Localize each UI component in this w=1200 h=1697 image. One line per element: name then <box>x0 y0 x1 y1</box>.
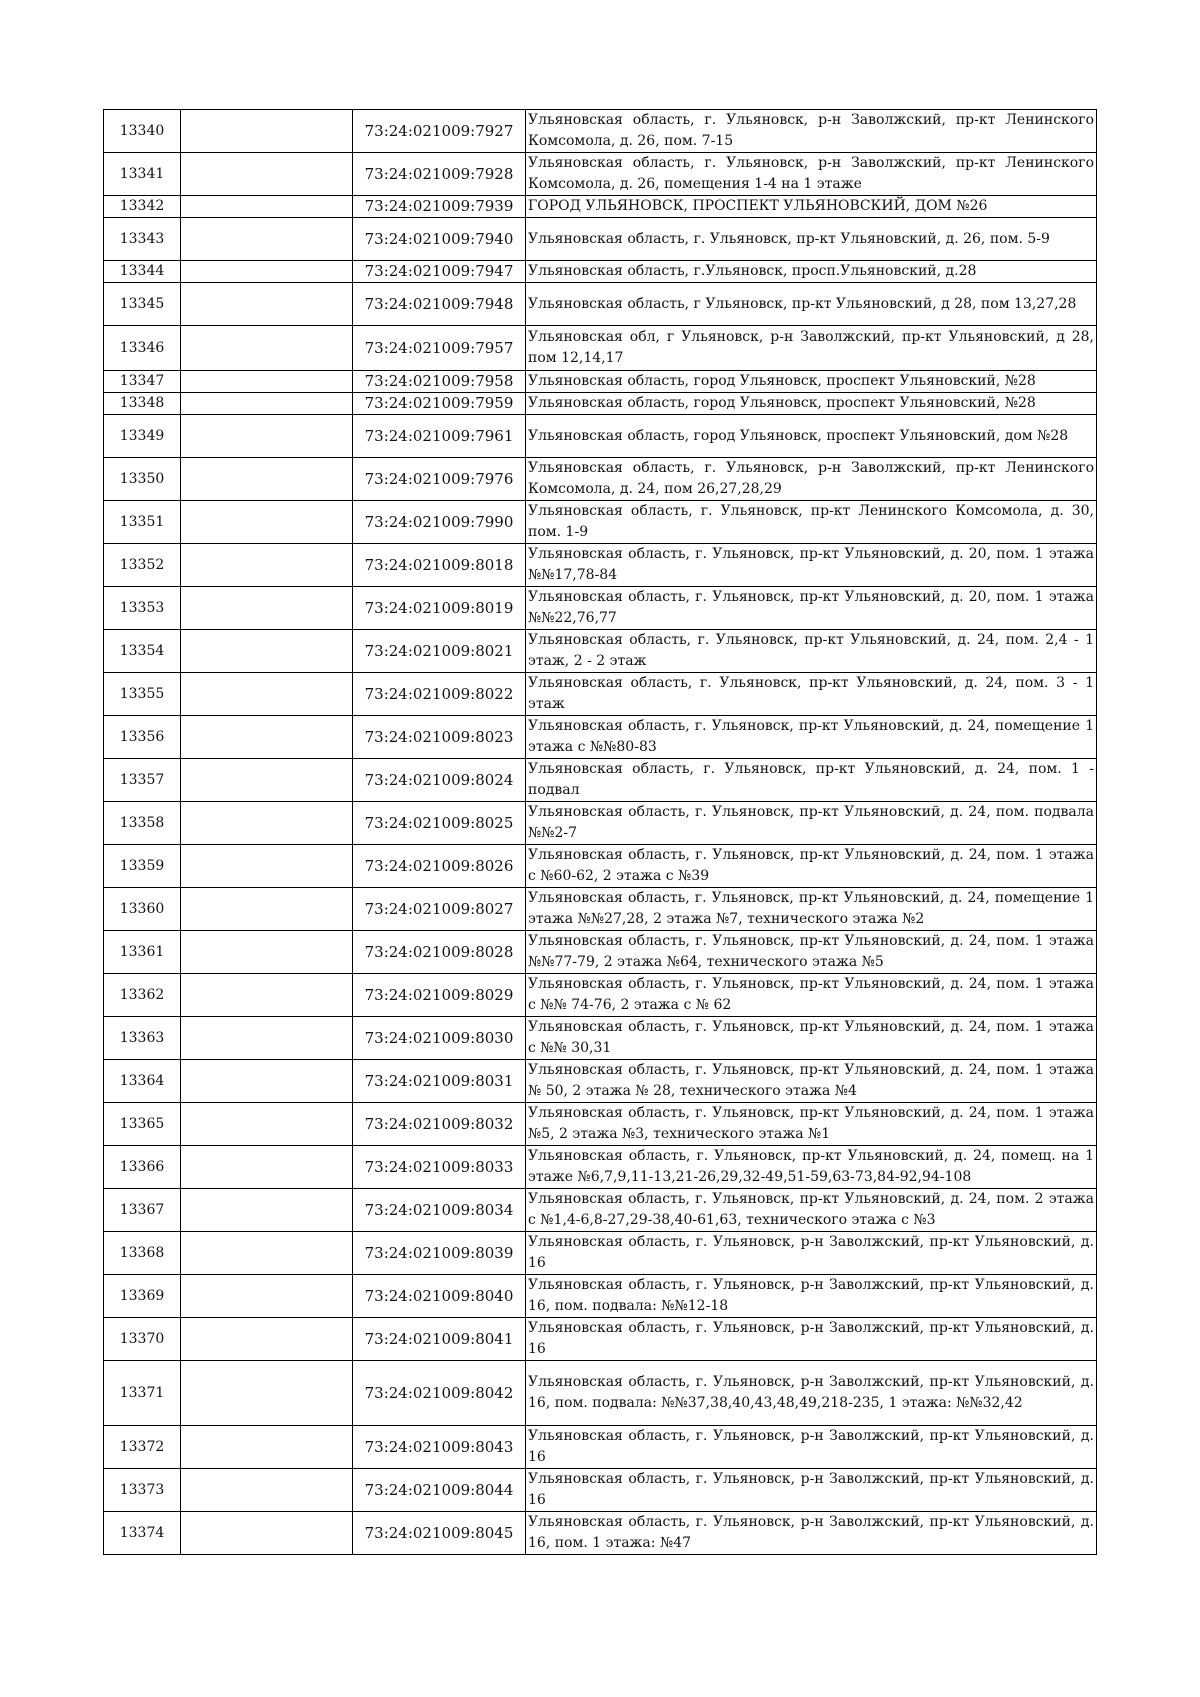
cadastral-number: 73:24:021009:8021 <box>353 630 526 673</box>
address-cell: Ульяновская область, г.Ульяновск, просп.Ульяновский, д.28 <box>526 261 1097 283</box>
cadastral-number: 73:24:021009:8023 <box>353 716 526 759</box>
row-number: 13363 <box>104 1017 181 1060</box>
row-number: 13357 <box>104 759 181 802</box>
cadastral-number: 73:24:021009:8039 <box>353 1232 526 1275</box>
cadastral-number: 73:24:021009:8044 <box>353 1469 526 1512</box>
table-row <box>104 393 1097 415</box>
row-number: 13354 <box>104 630 181 673</box>
cadastral-number: 73:24:021009:7961 <box>353 415 526 458</box>
cadastral-number: 73:24:021009:7927 <box>353 110 526 153</box>
empty-cell <box>181 393 353 415</box>
table-row <box>104 283 1097 326</box>
address-cell: Ульяновская область, г. Ульяновск, пр-кт Ульяновский, д. 24, помещение 1 этажа с №№80-83 <box>526 716 1097 759</box>
address-cell: Ульяновская область, г. Ульяновск, пр-кт Ульяновский, д. 20, пом. 1 этажа №№17,78-84 <box>526 544 1097 587</box>
cadastral-number: 73:24:021009:8019 <box>353 587 526 630</box>
address-cell: Ульяновская область, г. Ульяновск, пр-кт Ульяновский, д. 24, пом. подвала №№2-7 <box>526 802 1097 845</box>
table-row <box>104 371 1097 393</box>
row-number: 13355 <box>104 673 181 716</box>
row-number: 13365 <box>104 1103 181 1146</box>
table-row <box>104 1426 1097 1469</box>
cadastral-number: 73:24:021009:8040 <box>353 1275 526 1318</box>
empty-cell <box>181 974 353 1017</box>
table-row <box>104 1469 1097 1512</box>
empty-cell <box>181 1060 353 1103</box>
row-number: 13361 <box>104 931 181 974</box>
table-row <box>104 1512 1097 1555</box>
empty-cell <box>181 196 353 218</box>
table-row <box>104 1318 1097 1361</box>
table-row <box>104 1361 1097 1426</box>
row-number: 13342 <box>104 196 181 218</box>
address-cell: Ульяновская область, г. Ульяновск, пр-кт Ульяновский, д. 24, пом. 1 этажа №5, 2 этажа №3, технического этажа №1 <box>526 1103 1097 1146</box>
empty-cell <box>181 1318 353 1361</box>
row-number: 13351 <box>104 501 181 544</box>
row-number: 13352 <box>104 544 181 587</box>
empty-cell <box>181 716 353 759</box>
empty-cell <box>181 587 353 630</box>
cadastral-number: 73:24:021009:8031 <box>353 1060 526 1103</box>
empty-cell <box>181 1017 353 1060</box>
address-cell: Ульяновская область, г. Ульяновск, пр-кт Ульяновский, д. 24, пом. 1 этажа с №60-62, 2 этажа с №39 <box>526 845 1097 888</box>
empty-cell <box>181 110 353 153</box>
cadastral-number: 73:24:021009:8026 <box>353 845 526 888</box>
address-cell: Ульяновская область, г. Ульяновск, р-н Заволжский, пр-кт Ульяновский, д. 16 <box>526 1426 1097 1469</box>
table-row <box>104 1146 1097 1189</box>
table-row <box>104 196 1097 218</box>
cadastral-number: 73:24:021009:8045 <box>353 1512 526 1555</box>
row-number: 13345 <box>104 283 181 326</box>
table-row <box>104 630 1097 673</box>
cadastral-number: 73:24:021009:8025 <box>353 802 526 845</box>
empty-cell <box>181 153 353 196</box>
table-row <box>104 153 1097 196</box>
empty-cell <box>181 888 353 931</box>
row-number: 13344 <box>104 261 181 283</box>
table-row <box>104 458 1097 501</box>
address-cell: Ульяновская область, г. Ульяновск, р-н Заволжский, пр-кт Ульяновский, д. 16, пом. 1 этажа: №47 <box>526 1512 1097 1555</box>
table-row <box>104 931 1097 974</box>
address-cell: Ульяновская область, г. Ульяновск, р-н Заволжский, пр-кт Ульяновский, д. 16, пом. подвала: №№12-18 <box>526 1275 1097 1318</box>
empty-cell <box>181 261 353 283</box>
cadastral-number: 73:24:021009:8042 <box>353 1361 526 1426</box>
cadastral-number: 73:24:021009:8041 <box>353 1318 526 1361</box>
table-row <box>104 587 1097 630</box>
table-row <box>104 974 1097 1017</box>
table-row <box>104 415 1097 458</box>
address-cell: Ульяновская область, г. Ульяновск, р-н Заволжский, пр-кт Ульяновский, д. 16 <box>526 1469 1097 1512</box>
cadastral-number: 73:24:021009:8022 <box>353 673 526 716</box>
empty-cell <box>181 458 353 501</box>
address-cell: Ульяновская область, г. Ульяновск, пр-кт Ульяновский, д. 20, пом. 1 этажа №№22,76,77 <box>526 587 1097 630</box>
empty-cell <box>181 501 353 544</box>
empty-cell <box>181 845 353 888</box>
cadastral-number: 73:24:021009:7940 <box>353 218 526 261</box>
table-row <box>104 845 1097 888</box>
row-number: 13369 <box>104 1275 181 1318</box>
table-row <box>104 544 1097 587</box>
empty-cell <box>181 931 353 974</box>
cadastral-number: 73:24:021009:8024 <box>353 759 526 802</box>
cadastral-number: 73:24:021009:7990 <box>353 501 526 544</box>
address-cell: Ульяновская область, г. Ульяновск, пр-кт Ульяновский, д. 24, пом. 2 этажа с №1,4-6,8-27,29-38,40-61,63, технического этажа с №3 <box>526 1189 1097 1232</box>
row-number: 13350 <box>104 458 181 501</box>
table-row <box>104 673 1097 716</box>
address-cell: Ульяновская область, г. Ульяновск, пр-кт Ульяновский, д. 24, пом. 1 этажа № 50, 2 этажа № 28, технического этажа №4 <box>526 1060 1097 1103</box>
row-number: 13360 <box>104 888 181 931</box>
cadastral-number: 73:24:021009:7959 <box>353 393 526 415</box>
table-row <box>104 326 1097 371</box>
table-row <box>104 1017 1097 1060</box>
cadastral-number: 73:24:021009:7939 <box>353 196 526 218</box>
table-row <box>104 261 1097 283</box>
address-cell: Ульяновская область, г. Ульяновск, пр-кт Ульяновский, д. 26, пом. 5-9 <box>526 218 1097 261</box>
table-row <box>104 888 1097 931</box>
empty-cell <box>181 371 353 393</box>
table-row <box>104 1189 1097 1232</box>
row-number: 13353 <box>104 587 181 630</box>
address-cell: Ульяновская область, г Ульяновск, пр-кт Ульяновский, д 28, пом 13,27,28 <box>526 283 1097 326</box>
address-cell: Ульяновская область, г. Ульяновск, пр-кт Ульяновский, д. 24, пом. 1 этажа №№77-79, 2 этажа №64, технического этажа №5 <box>526 931 1097 974</box>
cadastral-number: 73:24:021009:7947 <box>353 261 526 283</box>
address-cell: Ульяновская область, г. Ульяновск, пр-кт Ульяновский, д. 24, пом. 1 этажа с №№ 74-76, 2 этажа с № 62 <box>526 974 1097 1017</box>
registry-table <box>103 109 1097 1555</box>
row-number: 13371 <box>104 1361 181 1426</box>
row-number: 13341 <box>104 153 181 196</box>
row-number: 13358 <box>104 802 181 845</box>
table-row <box>104 110 1097 153</box>
empty-cell <box>181 1103 353 1146</box>
row-number: 13346 <box>104 326 181 371</box>
cadastral-number: 73:24:021009:8018 <box>353 544 526 587</box>
address-cell: Ульяновская область, г. Ульяновск, пр-кт Ульяновский, д. 24, пом. 2,4 - 1 этаж, 2 - 2 этаж <box>526 630 1097 673</box>
row-number: 13343 <box>104 218 181 261</box>
empty-cell <box>181 1426 353 1469</box>
row-number: 13359 <box>104 845 181 888</box>
cadastral-number: 73:24:021009:8029 <box>353 974 526 1017</box>
row-number: 13362 <box>104 974 181 1017</box>
empty-cell <box>181 544 353 587</box>
empty-cell <box>181 1361 353 1426</box>
cadastral-number: 73:24:021009:7976 <box>353 458 526 501</box>
table-row <box>104 1275 1097 1318</box>
table-row <box>104 1060 1097 1103</box>
cadastral-number: 73:24:021009:7958 <box>353 371 526 393</box>
empty-cell <box>181 326 353 371</box>
address-cell: Ульяновская область, г. Ульяновск, пр-кт Ульяновский, д. 24, помещение 1 этажа №№27,28, 2 этажа №7, технического этажа №2 <box>526 888 1097 931</box>
cadastral-number: 73:24:021009:7928 <box>353 153 526 196</box>
address-cell: ГОРОД УЛЬЯНОВСК, ПРОСПЕКТ УЛЬЯНОВСКИЙ, ДОМ №26 <box>526 196 1097 218</box>
row-number: 13349 <box>104 415 181 458</box>
address-cell: Ульяновская область, город Ульяновск, проспект Ульяновский, №28 <box>526 371 1097 393</box>
row-number: 13366 <box>104 1146 181 1189</box>
empty-cell <box>181 802 353 845</box>
address-cell: Ульяновская область, г. Ульяновск, пр-кт Ленинского Комсомола, д. 30, пом. 1-9 <box>526 501 1097 544</box>
address-cell: Ульяновская область, г. Ульяновск, р-н Заволжский, пр-кт Ленинского Комсомола, д. 24, пом 26,27,28,29 <box>526 458 1097 501</box>
cadastral-number: 73:24:021009:7957 <box>353 326 526 371</box>
address-cell: Ульяновская область, г. Ульяновск, р-н Заволжский, пр-кт Ленинского Комсомола, д. 26, пом. 7-15 <box>526 110 1097 153</box>
empty-cell <box>181 673 353 716</box>
cadastral-number: 73:24:021009:8034 <box>353 1189 526 1232</box>
empty-cell <box>181 415 353 458</box>
empty-cell <box>181 759 353 802</box>
address-cell: Ульяновская область, г. Ульяновск, пр-кт Ульяновский, д. 24, пом. 1 этажа с №№ 30,31 <box>526 1017 1097 1060</box>
empty-cell <box>181 1146 353 1189</box>
cadastral-number: 73:24:021009:8032 <box>353 1103 526 1146</box>
table-row <box>104 716 1097 759</box>
table-row <box>104 802 1097 845</box>
row-number: 13368 <box>104 1232 181 1275</box>
row-number: 13370 <box>104 1318 181 1361</box>
row-number: 13367 <box>104 1189 181 1232</box>
cadastral-number: 73:24:021009:8028 <box>353 931 526 974</box>
row-number: 13372 <box>104 1426 181 1469</box>
address-cell: Ульяновская область, город Ульяновск, проспект Ульяновский, №28 <box>526 393 1097 415</box>
row-number: 13340 <box>104 110 181 153</box>
row-number: 13347 <box>104 371 181 393</box>
table-row <box>104 759 1097 802</box>
table-row <box>104 501 1097 544</box>
cadastral-number: 73:24:021009:8027 <box>353 888 526 931</box>
table-row <box>104 218 1097 261</box>
address-cell: Ульяновская область, г. Ульяновск, р-н Заволжский, пр-кт Ульяновский, д. 16, пом. подвала: №№37,38,40,43,48,49,218-235, 1 этажа: №№32,42 <box>526 1361 1097 1426</box>
registry-table-body <box>104 110 1097 1555</box>
table-row <box>104 1103 1097 1146</box>
row-number: 13348 <box>104 393 181 415</box>
empty-cell <box>181 1189 353 1232</box>
cadastral-number: 73:24:021009:8033 <box>353 1146 526 1189</box>
address-cell: Ульяновская область, г. Ульяновск, р-н Заволжский, пр-кт Ленинского Комсомола, д. 26, помещения 1-4 на 1 этаже <box>526 153 1097 196</box>
empty-cell <box>181 1275 353 1318</box>
cadastral-number: 73:24:021009:7948 <box>353 283 526 326</box>
address-cell: Ульяновская область, город Ульяновск, проспект Ульяновский, дом №28 <box>526 415 1097 458</box>
empty-cell <box>181 630 353 673</box>
empty-cell <box>181 1469 353 1512</box>
cadastral-number: 73:24:021009:8030 <box>353 1017 526 1060</box>
cadastral-number: 73:24:021009:8043 <box>353 1426 526 1469</box>
address-cell: Ульяновская область, г. Ульяновск, пр-кт Ульяновский, д. 24, помещ. на 1 этаже №6,7,9,11-13,21-26,29,32-49,51-59,63-73,84-92,94-108 <box>526 1146 1097 1189</box>
empty-cell <box>181 1232 353 1275</box>
row-number: 13373 <box>104 1469 181 1512</box>
row-number: 13364 <box>104 1060 181 1103</box>
address-cell: Ульяновская область, г. Ульяновск, р-н Заволжский, пр-кт Ульяновский, д. 16 <box>526 1232 1097 1275</box>
empty-cell <box>181 283 353 326</box>
table-row <box>104 1232 1097 1275</box>
address-cell: Ульяновская обл, г Ульяновск, р-н Заволжский, пр-кт Ульяновский, д 28, пом 12,14,17 <box>526 326 1097 371</box>
empty-cell <box>181 1512 353 1555</box>
address-cell: Ульяновская область, г. Ульяновск, пр-кт Ульяновский, д. 24, пом. 3 - 1 этаж <box>526 673 1097 716</box>
address-cell: Ульяновская область, г. Ульяновск, пр-кт Ульяновский, д. 24, пом. 1 - подвал <box>526 759 1097 802</box>
row-number: 13374 <box>104 1512 181 1555</box>
row-number: 13356 <box>104 716 181 759</box>
address-cell: Ульяновская область, г. Ульяновск, р-н Заволжский, пр-кт Ульяновский, д. 16 <box>526 1318 1097 1361</box>
empty-cell <box>181 218 353 261</box>
